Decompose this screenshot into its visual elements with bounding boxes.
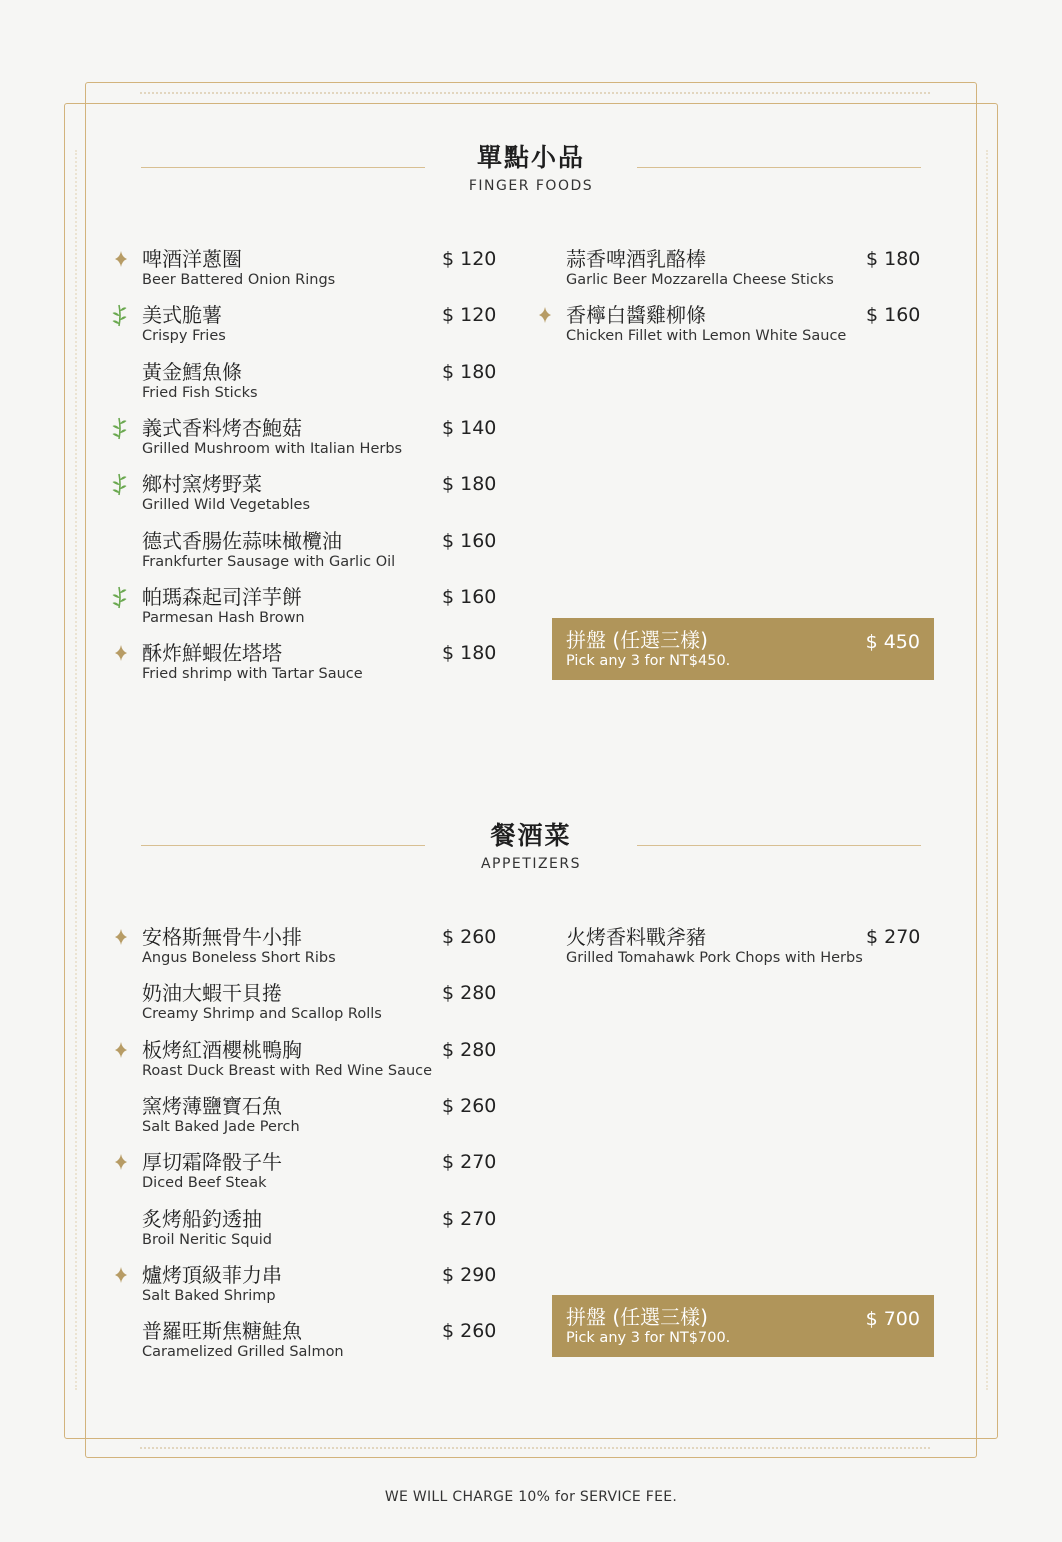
item-name-en: Garlic Beer Mozzarella Cheese Sticks <box>566 272 834 288</box>
item-name-en: Salt Baked Jade Perch <box>142 1118 300 1135</box>
item-name-en: Grilled Mushroom with Italian Herbs <box>142 440 403 457</box>
four-point-star-icon <box>110 925 132 949</box>
four-point-star-icon <box>110 1263 132 1287</box>
item-price: $ 180 <box>442 360 497 383</box>
item-price: $ 160 <box>866 304 921 327</box>
item-name-zh: 奶油大蝦干貝捲 <box>142 981 282 1006</box>
item-price: $ 160 <box>442 585 497 608</box>
appetizers-rule-left <box>141 845 425 846</box>
menu-item <box>142 1038 502 1088</box>
item-name-en: Frankfurter Sausage with Garlic Oil <box>142 553 396 570</box>
item-name-en: Grilled Tomahawk Pork Chops with Herbs <box>566 950 863 966</box>
item-name-zh: 啤酒洋蔥圈 <box>142 247 242 271</box>
menu-item <box>142 925 502 975</box>
four-point-star-icon <box>110 1150 132 1174</box>
item-price: $ 270 <box>442 1151 497 1174</box>
item-name-en: Angus Boneless Short Ribs <box>142 950 336 966</box>
appetizers-combo-banner <box>552 1295 934 1357</box>
item-price: $ 290 <box>442 1263 497 1286</box>
item-name-zh: 香檸白醬雞柳條 <box>566 303 706 328</box>
item-name-zh: 德式香腸佐蒜味橄欖油 <box>142 528 342 553</box>
item-name-zh: 普羅旺斯焦糖鮭魚 <box>142 1319 302 1344</box>
item-price: $ 140 <box>442 416 497 439</box>
item-name-zh: 黃金鱈魚條 <box>142 359 242 384</box>
item-name-zh: 鄉村窯烤野菜 <box>142 472 262 497</box>
item-name-zh: 板烤紅酒櫻桃鴨胸 <box>142 1037 302 1062</box>
dotted-border-bottom <box>140 1447 930 1449</box>
finger-foods-rule-right <box>637 167 921 168</box>
item-name-en: Roast Duck Breast with Red Wine Sauce <box>142 1062 433 1079</box>
menu-item <box>142 1150 502 1200</box>
menu-item <box>566 925 926 975</box>
menu-item <box>142 641 502 691</box>
combo-title: 拼盤 (任選三樣) <box>566 628 708 652</box>
menu-item <box>142 529 502 579</box>
item-name-en: Parmesan Hash Brown <box>142 609 305 626</box>
item-name-en: Broil Neritic Squid <box>142 1231 273 1248</box>
item-name-en: Caramelized Grilled Salmon <box>142 1344 344 1361</box>
item-price: $ 120 <box>442 248 497 270</box>
item-name-zh: 蒜香啤酒乳酪棒 <box>566 247 706 271</box>
herb-sprig-icon <box>110 585 132 609</box>
menu-item <box>142 303 502 353</box>
menu-item <box>142 472 502 522</box>
item-name-zh: 酥炸鮮蝦佐塔塔 <box>142 641 282 666</box>
item-name-zh: 義式香料烤杏鮑菇 <box>142 415 302 440</box>
appetizers-heading <box>0 821 1062 873</box>
menu-item <box>142 585 502 635</box>
combo-price: $ 700 <box>865 1308 920 1330</box>
appetizers-title-zh: 餐酒菜 <box>490 821 572 850</box>
finger-foods-title-zh: 單點小品 <box>476 143 585 172</box>
menu-item <box>142 247 502 297</box>
combo-description: Pick any 3 for NT$700. <box>566 1330 731 1346</box>
item-price: $ 270 <box>442 1207 497 1230</box>
item-name-zh: 窯烤薄鹽寶石魚 <box>142 1093 282 1118</box>
item-price: $ 280 <box>442 1038 497 1061</box>
item-price: $ 270 <box>866 926 921 948</box>
item-price: $ 180 <box>866 248 921 270</box>
item-name-zh: 帕瑪森起司洋芋餅 <box>142 584 302 609</box>
menu-item <box>142 1207 502 1257</box>
herb-sprig-icon <box>110 472 132 496</box>
four-point-star-icon <box>110 1038 132 1062</box>
item-price: $ 180 <box>442 473 497 496</box>
item-name-zh: 厚切霜降骰子牛 <box>142 1150 282 1175</box>
item-name-en: Grilled Wild Vegetables <box>142 497 311 514</box>
item-name-en: Crispy Fries <box>142 328 226 345</box>
item-name-en: Chicken Fillet with Lemon White Sauce <box>566 328 847 345</box>
herb-sprig-icon <box>110 416 132 440</box>
finger-foods-combo-banner <box>552 618 934 680</box>
item-price: $ 120 <box>442 304 497 327</box>
menu-item <box>142 981 502 1031</box>
menu-item <box>142 360 502 410</box>
item-name-zh: 安格斯無骨牛小排 <box>142 925 302 949</box>
item-price: $ 160 <box>442 529 497 552</box>
finger-foods-heading <box>0 143 1062 195</box>
combo-price: $ 450 <box>865 631 920 653</box>
item-price: $ 260 <box>442 1094 497 1117</box>
service-fee-note: WE WILL CHARGE 10% for SERVICE FEE. <box>384 1489 678 1505</box>
item-name-zh: 美式脆薯 <box>142 303 222 328</box>
item-name-en: Salt Baked Shrimp <box>142 1287 276 1304</box>
appetizers-rule-right <box>637 845 921 846</box>
herb-sprig-icon <box>110 303 132 327</box>
four-point-star-icon <box>110 641 132 665</box>
item-name-zh: 炙烤船釣透抽 <box>142 1206 262 1231</box>
item-price: $ 180 <box>442 642 497 665</box>
dotted-border-left <box>75 150 77 1390</box>
four-point-star-icon <box>534 303 556 327</box>
dotted-border-right <box>986 150 988 1390</box>
item-price: $ 260 <box>442 926 497 948</box>
combo-title: 拼盤 (任選三樣) <box>566 1305 708 1329</box>
dotted-border-top <box>140 92 930 94</box>
item-price: $ 280 <box>442 982 497 1005</box>
appetizers-title-en: APPETIZERS <box>480 856 582 872</box>
menu-item <box>566 247 926 297</box>
finger-foods-rule-left <box>141 167 425 168</box>
menu-item <box>566 303 926 353</box>
item-name-zh: 爐烤頂級菲力串 <box>142 1262 282 1287</box>
item-price: $ 260 <box>442 1320 497 1343</box>
menu-item <box>142 1094 502 1144</box>
combo-description: Pick any 3 for NT$450. <box>566 653 731 669</box>
item-name-en: Beer Battered Onion Rings <box>142 272 336 288</box>
item-name-en: Fried Fish Sticks <box>142 384 258 401</box>
finger-foods-title-en: FINGER FOODS <box>468 178 594 194</box>
menu-item <box>142 1319 502 1369</box>
item-name-zh: 火烤香料戰斧豬 <box>566 925 706 949</box>
item-name-en: Diced Beef Steak <box>142 1175 267 1192</box>
four-point-star-icon <box>110 247 132 271</box>
menu-item <box>142 1263 502 1313</box>
item-name-en: Fried shrimp with Tartar Sauce <box>142 666 363 683</box>
menu-item <box>142 416 502 466</box>
item-name-en: Creamy Shrimp and Scallop Rolls <box>142 1006 382 1023</box>
